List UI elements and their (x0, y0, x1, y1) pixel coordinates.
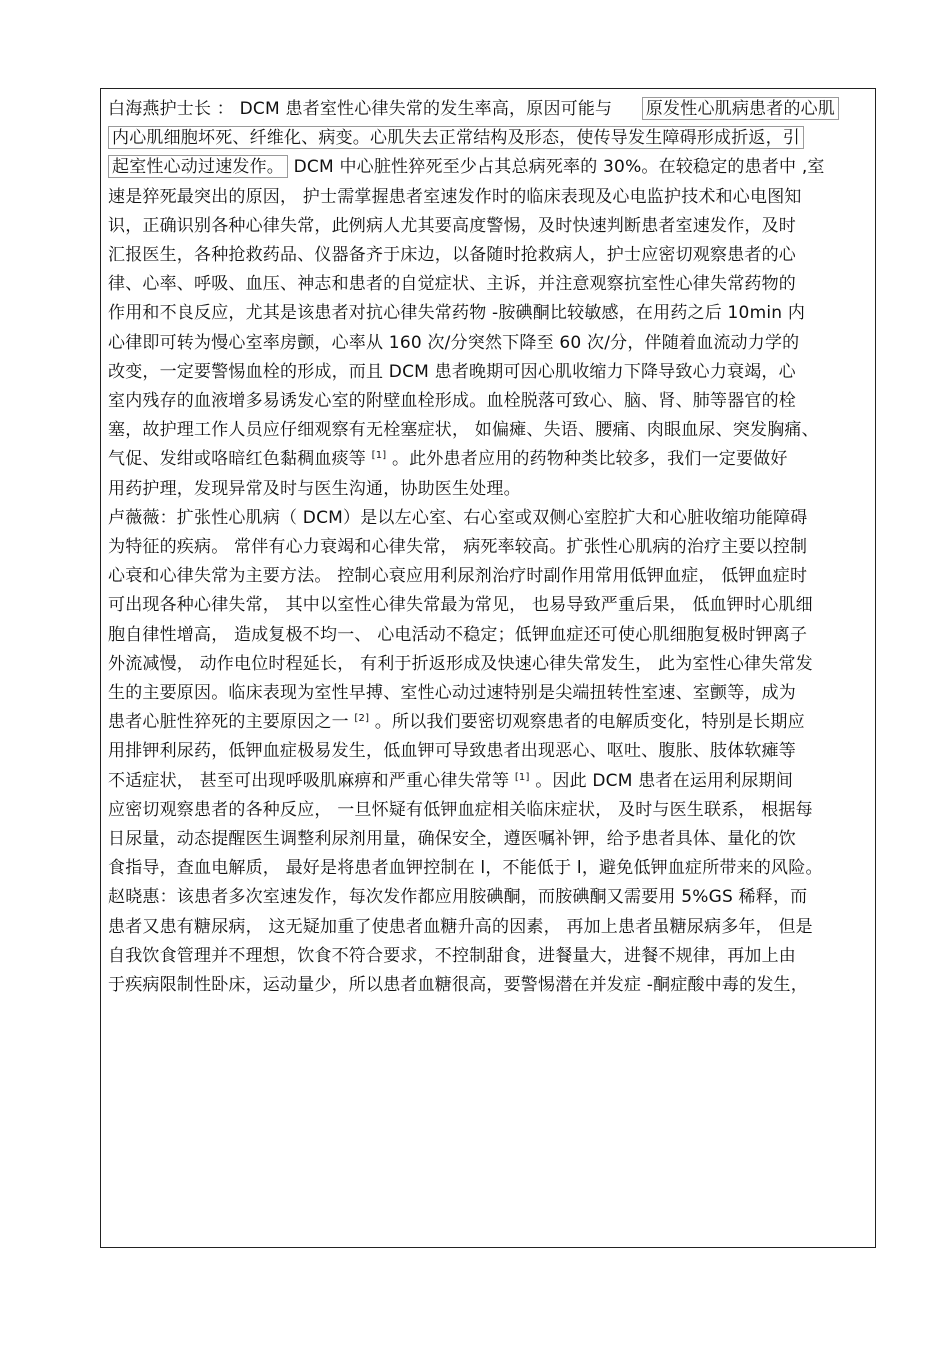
text-line: 用排钾利尿药，低钾血症极易发生，低血钾可导致患者出现恶心、呕吐、腹胀、肢体软瘫等 (108, 741, 796, 762)
annotation-box: 原发性心肌病患者的心肌 (642, 97, 839, 120)
citation: [1] (514, 771, 530, 783)
text-line: 为特征的疾病。 常伴有心力衰竭和心律失常， 病死率较高。扩张性心肌病的治疗主要以控制 (108, 537, 808, 557)
text-line (108, 448, 870, 470)
text-line: 日尿量，动态提醒医生调整利尿剂用量，确保安全，遵医嘱补钾，给予患者具体、量化的饮 (108, 829, 796, 849)
text-line (108, 770, 870, 792)
text-line: 自我饮食管理并不理想，饮食不符合要求，不控制甜食，进餐量大，进餐不规律，再加上由 (108, 945, 796, 966)
text-line: 可出现各种心律失常， 其中以室性心律失常最为常见， 也易导致严重后果， 低血钾时心肌细 (108, 595, 813, 616)
text-line: 心衰和心律失常为主要方法。 控制心衰应用利尿剂治疗时副作用常用低钾血症， 低钾血症时 (108, 566, 808, 587)
text-line (108, 711, 870, 733)
text-segment: 。因此 DCM 患者在运用利尿期间 (535, 770, 794, 791)
text-line: 律、心率、呼吸、血压、神志和患者的自觉症状、主诉，并注意观察抗室性心律失常药物的 (108, 274, 796, 295)
text-line: 心律即可转为慢心室率房颤，心率从 160 次/分突然下降至 60 次/分，伴随着血流动力学的 (108, 332, 800, 353)
citation: [2] (354, 713, 370, 725)
annotation-box: 起室性心动过速发作。 (108, 155, 288, 178)
text-line: 外流减慢， 动作电位时程延长， 有利于折返形成及快速心律失常发生， 此为室性心律失常发 (108, 653, 813, 674)
text-segment: 患者心脏性猝死的主要原因之一 (108, 712, 349, 733)
text-line: 食指导，查血电解质， 最好是将患者血钾控制在 l，不能低于 l，避免低钾血症所带来的风险。 (108, 858, 823, 879)
text-line: 生的主要原因。临床表现为室性早搏、室性心动过速特别是尖端扭转性室速、室颤等，成为 (108, 683, 796, 703)
citation: [1] (371, 450, 387, 462)
text-line: 室内残存的血液增多易诱发心室的附壁血栓形成。血栓脱落可致心、脑、肾、肺等器官的栓 (108, 391, 796, 411)
text-line (108, 127, 870, 149)
text-line (108, 98, 870, 120)
text-line: 应密切观察患者的各种反应， 一旦怀疑有低钾血症相关临床症状， 及时与医生联系， 根据每 (108, 799, 813, 820)
text-line: 汇报医生，各种抢救药品、仪器备齐于床边，以备随时抢救病人，护士应密切观察患者的心 (108, 245, 796, 265)
annotation-box: 内心肌细胞坏死、纤维化、病变。心肌失去正常结构及形态，使传导发生障碍形成折返，引 (108, 126, 804, 149)
text-line: 用药护理，发现异常及时与医生沟通，协助医生处理。 (108, 478, 521, 499)
text-segment: 。此外患者应用的药物种类比较多，我们一定要做好 (391, 449, 788, 470)
text-line: 塞，故护理工作人员应仔细观察有无栓塞症状， 如偏瘫、失语、腰痛、肉眼血尿、突发胸痛、 (108, 420, 819, 441)
text-segment: 。所以我们要密切观察患者的电解质变化，特别是长期应 (374, 712, 805, 733)
text-line: 患者又患有糖尿病， 这无疑加重了使患者血糖升高的因素， 再加上患者虽糖尿病多年， 但是 (108, 916, 813, 937)
text-line (108, 156, 870, 178)
text-line: 改变，一定要警惕血栓的形成，而且 DCM 患者晚期可因心肌收缩力下降导致心力衰竭，心 (108, 361, 796, 382)
text-segment: 气促、发绀或咯暗红色黏稠血痰等 (108, 449, 366, 470)
text-line: 识，正确识别各种心律失常，此例病人尤其要高度警惕，及时快速判断患者室速发作，及时 (108, 215, 796, 236)
text-line: 速是猝死最突出的原因， 护士需掌握患者室速发作时的临床表现及心电监护技术和心电图知 (108, 186, 802, 207)
text-line: 卢薇薇：扩张性心肌病（ DCM）是以左心室、右心室或双侧心室腔扩大和心脏收缩功能障碍 (108, 507, 808, 528)
text-line: 于疾病限制性卧床，运动量少，所以患者血糖很高，要警惕潜在并发症 -酮症酸中毒的发生， (108, 975, 808, 995)
text-line: 赵晓惠：该患者多次室速发作，每次发作都应用胺碘酮，而胺碘酮又需要用 5%GS 稀释，而 (108, 887, 808, 908)
text-segment: DCM 中心脏性猝死至少占其总病死率的 30%。在较稳定的患者中 ,室 (293, 157, 825, 178)
text-line: 作用和不良反应，尤其是该患者对抗心律失常药物 -胺碘酮比较敏感，在用药之后 10min 内 (108, 303, 806, 324)
text-line: 胞自律性增高， 造成复极不均一、 心电活动不稳定；低钾血症还可使心肌细胞复极时钾离子 (108, 624, 808, 645)
text-segment: 不适症状， 甚至可出现呼吸肌麻痹和严重心律失常等 (108, 770, 510, 791)
text-segment: 白海燕护士长 ： DCM 患者室性心律失常的发生率高，原因可能与 (108, 99, 613, 119)
